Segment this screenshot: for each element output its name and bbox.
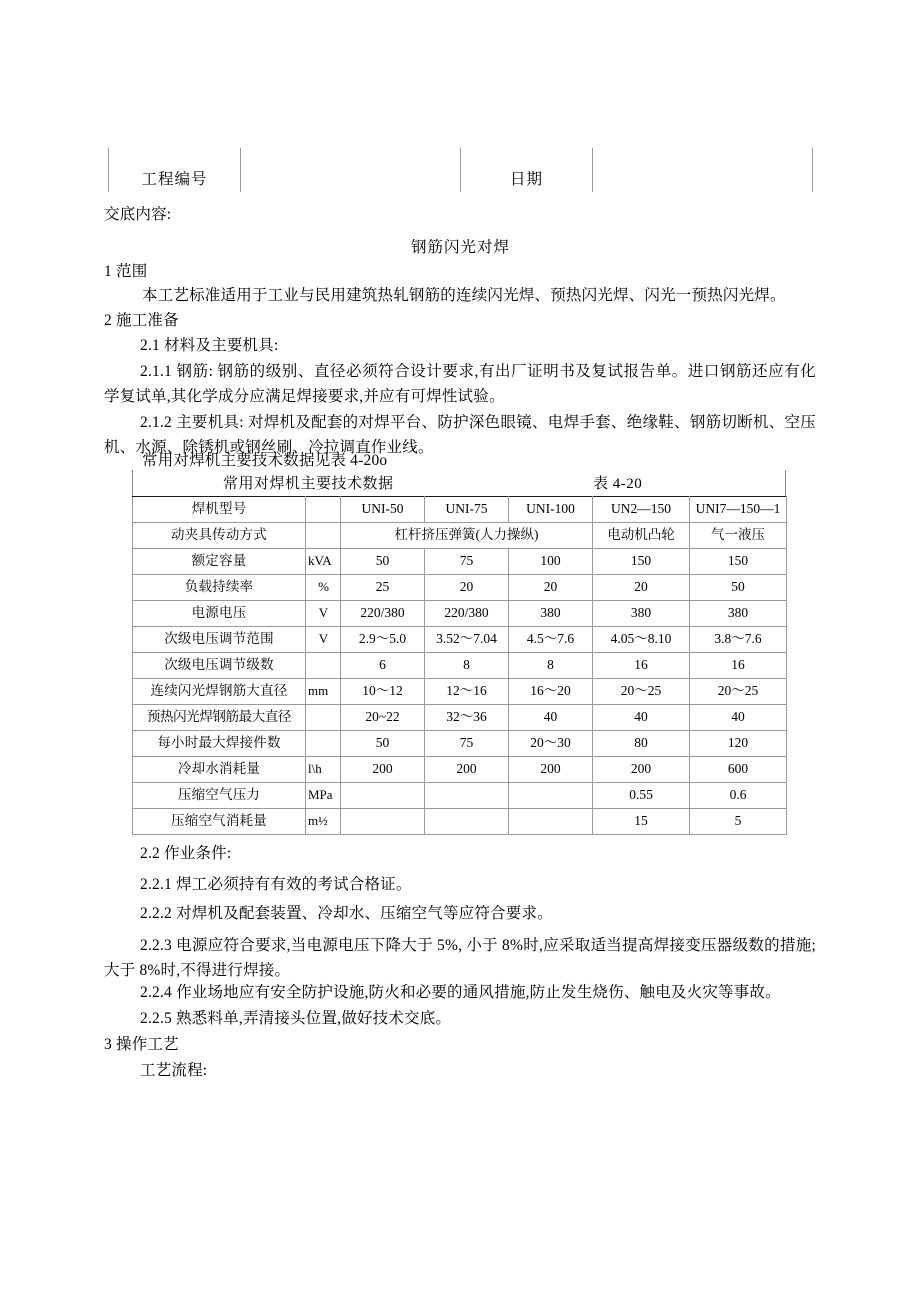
- row-label-continuous-flash-diameter: 连续闪光焊钢筋大直径: [133, 679, 306, 705]
- header-cell-project-number-value: [241, 148, 461, 192]
- row-value-rated-capacity-5: 150: [690, 549, 787, 575]
- row-value-cooling-water-4: 200: [593, 757, 690, 783]
- row-value-preheat-flash-diameter-4: 40: [593, 705, 690, 731]
- table-row: [133, 601, 787, 627]
- section-1-heading: 1 范围: [104, 263, 148, 280]
- row-value-supply-voltage-2: 220/380: [425, 601, 509, 627]
- section-3-heading: 3 操作工艺: [104, 1036, 179, 1053]
- row-value-clamp-drive-merged: 杠杆挤压弹簧(人力操纵): [341, 523, 593, 549]
- row-value-secondary-voltage-range-1: 2.9～5.0: [341, 627, 425, 653]
- row-value-secondary-voltage-steps-3: 8: [509, 653, 593, 679]
- row-value-cooling-water-5: 600: [690, 757, 787, 783]
- row-value-secondary-voltage-range-4: 4.05～8.10: [593, 627, 690, 653]
- row-value-max-welds-per-hour-4: 80: [593, 731, 690, 757]
- table-row: [133, 627, 787, 653]
- row-value-continuous-flash-diameter-4: 20～25: [593, 679, 690, 705]
- row-value-duty-cycle-2: 20: [425, 575, 509, 601]
- column-header-model-label: 焊机型号: [133, 497, 306, 523]
- technical-data-table-block: [132, 470, 786, 835]
- section-1-body: 本工艺标准适用于工业与民用建筑热轧钢筋的连续闪光焊、预热闪光焊、闪光一预热闪光焊。: [142, 287, 786, 304]
- header-cell-project-number-label: 工程编号: [109, 148, 241, 192]
- table-reference-text: 常用对焊机主要技术数据见表 4-20o: [142, 452, 388, 469]
- row-value-supply-voltage-1: 220/380: [341, 601, 425, 627]
- row-value-rated-capacity-4: 150: [593, 549, 690, 575]
- row-value-secondary-voltage-range-5: 3.8～7.6: [690, 627, 787, 653]
- row-label-air-consumption: 压缩空气消耗量: [133, 809, 306, 835]
- table-row: [133, 549, 787, 575]
- row-value-continuous-flash-diameter-1: 10～12: [341, 679, 425, 705]
- table-row: [109, 148, 813, 192]
- row-value-duty-cycle-4: 20: [593, 575, 690, 601]
- row-value-preheat-flash-diameter-1: 20~22: [341, 705, 425, 731]
- row-label-rated-capacity: 额定容量: [133, 549, 306, 575]
- row-value-secondary-voltage-steps-1: 6: [341, 653, 425, 679]
- row-value-secondary-voltage-range-3: 4.5～7.6: [509, 627, 593, 653]
- table-number: 表 4-20: [593, 476, 643, 492]
- row-value-air-pressure-4: 0.55: [593, 783, 690, 809]
- row-label-preheat-flash-diameter: 预热闪光焊钢筋最大直径: [133, 705, 306, 731]
- row-label-clamp-drive: 动夹具传动方式: [133, 523, 306, 549]
- technical-data-table: [132, 496, 787, 835]
- row-value-air-pressure-3: [509, 783, 593, 809]
- row-value-max-welds-per-hour-2: 75: [425, 731, 509, 757]
- row-value-duty-cycle-5: 50: [690, 575, 787, 601]
- row-value-continuous-flash-diameter-3: 16～20: [509, 679, 593, 705]
- section-2-1-2-body: 2.1.2 主要机具: 对焊机及配套的对焊平台、防护深色眼镜、电焊手套、绝缘鞋、钢筋切断机、空压机、水源、除锈机或钢丝刷、冷拉调直作业线。: [104, 414, 816, 457]
- row-value-rated-capacity-1: 50: [341, 549, 425, 575]
- row-value-max-welds-per-hour-1: 50: [341, 731, 425, 757]
- row-value-cooling-water-3: 200: [509, 757, 593, 783]
- row-value-cooling-water-2: 200: [425, 757, 509, 783]
- column-header-un2-150: UN2—150: [593, 497, 690, 523]
- table-caption-row: [132, 470, 786, 496]
- column-header-uni-50: UNI-50: [341, 497, 425, 523]
- section-2-2-5-body: 2.2.5 熟悉料单,弄清接头位置,做好技术交底。: [140, 1010, 452, 1027]
- row-value-air-consumption-5: 5: [690, 809, 787, 835]
- column-header-uni-100: UNI-100: [509, 497, 593, 523]
- table-row: [133, 757, 787, 783]
- row-unit-preheat-flash-diameter: [306, 705, 341, 731]
- row-unit-max-welds-per-hour: [306, 731, 341, 757]
- table-header-row: [133, 497, 787, 523]
- row-value-air-pressure-2: [425, 783, 509, 809]
- row-unit-clamp-drive: [306, 523, 341, 549]
- page-title: 钢筋闪光对焊: [411, 239, 511, 256]
- row-label-max-welds-per-hour: 每小时最大焊接件数: [133, 731, 306, 757]
- header-cell-date-value: [593, 148, 813, 192]
- row-value-max-welds-per-hour-3: 20～30: [509, 731, 593, 757]
- row-value-preheat-flash-diameter-5: 40: [690, 705, 787, 731]
- document-header-table: [108, 148, 812, 192]
- section-2-2-3-body: 2.2.3 电源应符合要求,当电源电压下降大于 5%, 小于 8%时,应采取适当提高焊接变压器级数的措施; 大于 8%时,不得进行焊接。: [104, 937, 816, 980]
- row-value-supply-voltage-3: 380: [509, 601, 593, 627]
- row-value-air-consumption-2: [425, 809, 509, 835]
- table-row: [133, 679, 787, 705]
- row-value-air-consumption-3: [509, 809, 593, 835]
- row-unit-duty-cycle: %: [306, 575, 341, 601]
- table-row: [133, 575, 787, 601]
- row-value-secondary-voltage-steps-2: 8: [425, 653, 509, 679]
- section-2-1-heading: 2.1 材料及主要机具:: [140, 337, 279, 354]
- section-2-2-2-body: 2.2.2 对焊机及配套装置、冷却水、压缩空气等应符合要求。: [140, 905, 553, 922]
- row-value-continuous-flash-diameter-2: 12～16: [425, 679, 509, 705]
- row-value-continuous-flash-diameter-5: 20～25: [690, 679, 787, 705]
- row-value-rated-capacity-3: 100: [509, 549, 593, 575]
- table-row: [133, 523, 787, 549]
- row-label-secondary-voltage-steps: 次级电压调节级数: [133, 653, 306, 679]
- row-value-rated-capacity-2: 75: [425, 549, 509, 575]
- section-2-heading: 2 施工准备: [104, 312, 179, 329]
- row-value-supply-voltage-4: 380: [593, 601, 690, 627]
- row-unit-secondary-voltage-range: V: [306, 627, 341, 653]
- row-label-duty-cycle: 负载持续率: [133, 575, 306, 601]
- header-cell-date-label: 日期: [461, 148, 593, 192]
- row-value-duty-cycle-1: 25: [341, 575, 425, 601]
- column-header-uni-75: UNI-75: [425, 497, 509, 523]
- row-value-air-pressure-5: 0.6: [690, 783, 787, 809]
- row-unit-air-consumption: m½: [306, 809, 341, 835]
- table-caption: 常用对焊机主要技术数据: [223, 476, 394, 492]
- row-label-air-pressure: 压缩空气压力: [133, 783, 306, 809]
- table-row: [133, 809, 787, 835]
- row-value-supply-voltage-5: 380: [690, 601, 787, 627]
- section-2-2-4-body: 2.2.4 作业场地应有安全防护设施,防火和必要的通风措施,防止发生烧伤、触电及火灾等事故。: [140, 984, 781, 1001]
- column-header-uni7-150-1: UNI7—150—1: [690, 497, 787, 523]
- content-label: 交底内容:: [104, 206, 172, 223]
- row-label-secondary-voltage-range: 次级电压调节范围: [133, 627, 306, 653]
- table-row: [133, 731, 787, 757]
- row-value-secondary-voltage-steps-4: 16: [593, 653, 690, 679]
- table-row: [133, 783, 787, 809]
- row-value-duty-cycle-3: 20: [509, 575, 593, 601]
- row-unit-rated-capacity: kVA: [306, 549, 341, 575]
- section-2-2-1-body: 2.2.1 焊工必须持有有效的考试合格证。: [140, 876, 412, 893]
- section-2-2-heading: 2.2 作业条件:: [140, 845, 232, 862]
- row-unit-cooling-water: l\h: [306, 757, 341, 783]
- row-value-air-pressure-1: [341, 783, 425, 809]
- row-value-air-consumption-1: [341, 809, 425, 835]
- row-unit-secondary-voltage-steps: [306, 653, 341, 679]
- row-value-cooling-water-1: 200: [341, 757, 425, 783]
- row-unit-air-pressure: MPa: [306, 783, 341, 809]
- row-value-secondary-voltage-steps-5: 16: [690, 653, 787, 679]
- section-3-body: 工艺流程:: [140, 1062, 208, 1079]
- row-value-clamp-drive-uni7-150-1: 气一液压: [690, 523, 787, 549]
- table-row: [133, 705, 787, 731]
- row-unit-supply-voltage: V: [306, 601, 341, 627]
- section-2-1-1-body: 2.1.1 钢筋: 钢筋的级别、直径必须符合设计要求,有出厂证明书及复试报告单。进口钢筋还应有化学复试单,其化学成分应满足焊接要求,并应有可焊性试验。: [104, 363, 816, 406]
- row-label-cooling-water: 冷却水消耗量: [133, 757, 306, 783]
- row-value-secondary-voltage-range-2: 3.52～7.04: [425, 627, 509, 653]
- row-value-preheat-flash-diameter-2: 32～36: [425, 705, 509, 731]
- row-label-supply-voltage: 电源电压: [133, 601, 306, 627]
- table-row: [133, 653, 787, 679]
- row-value-max-welds-per-hour-5: 120: [690, 731, 787, 757]
- row-value-air-consumption-4: 15: [593, 809, 690, 835]
- row-value-preheat-flash-diameter-3: 40: [509, 705, 593, 731]
- column-header-unit: [306, 497, 341, 523]
- row-value-clamp-drive-un2-150: 电动机凸轮: [593, 523, 690, 549]
- row-unit-continuous-flash-diameter: mm: [306, 679, 341, 705]
